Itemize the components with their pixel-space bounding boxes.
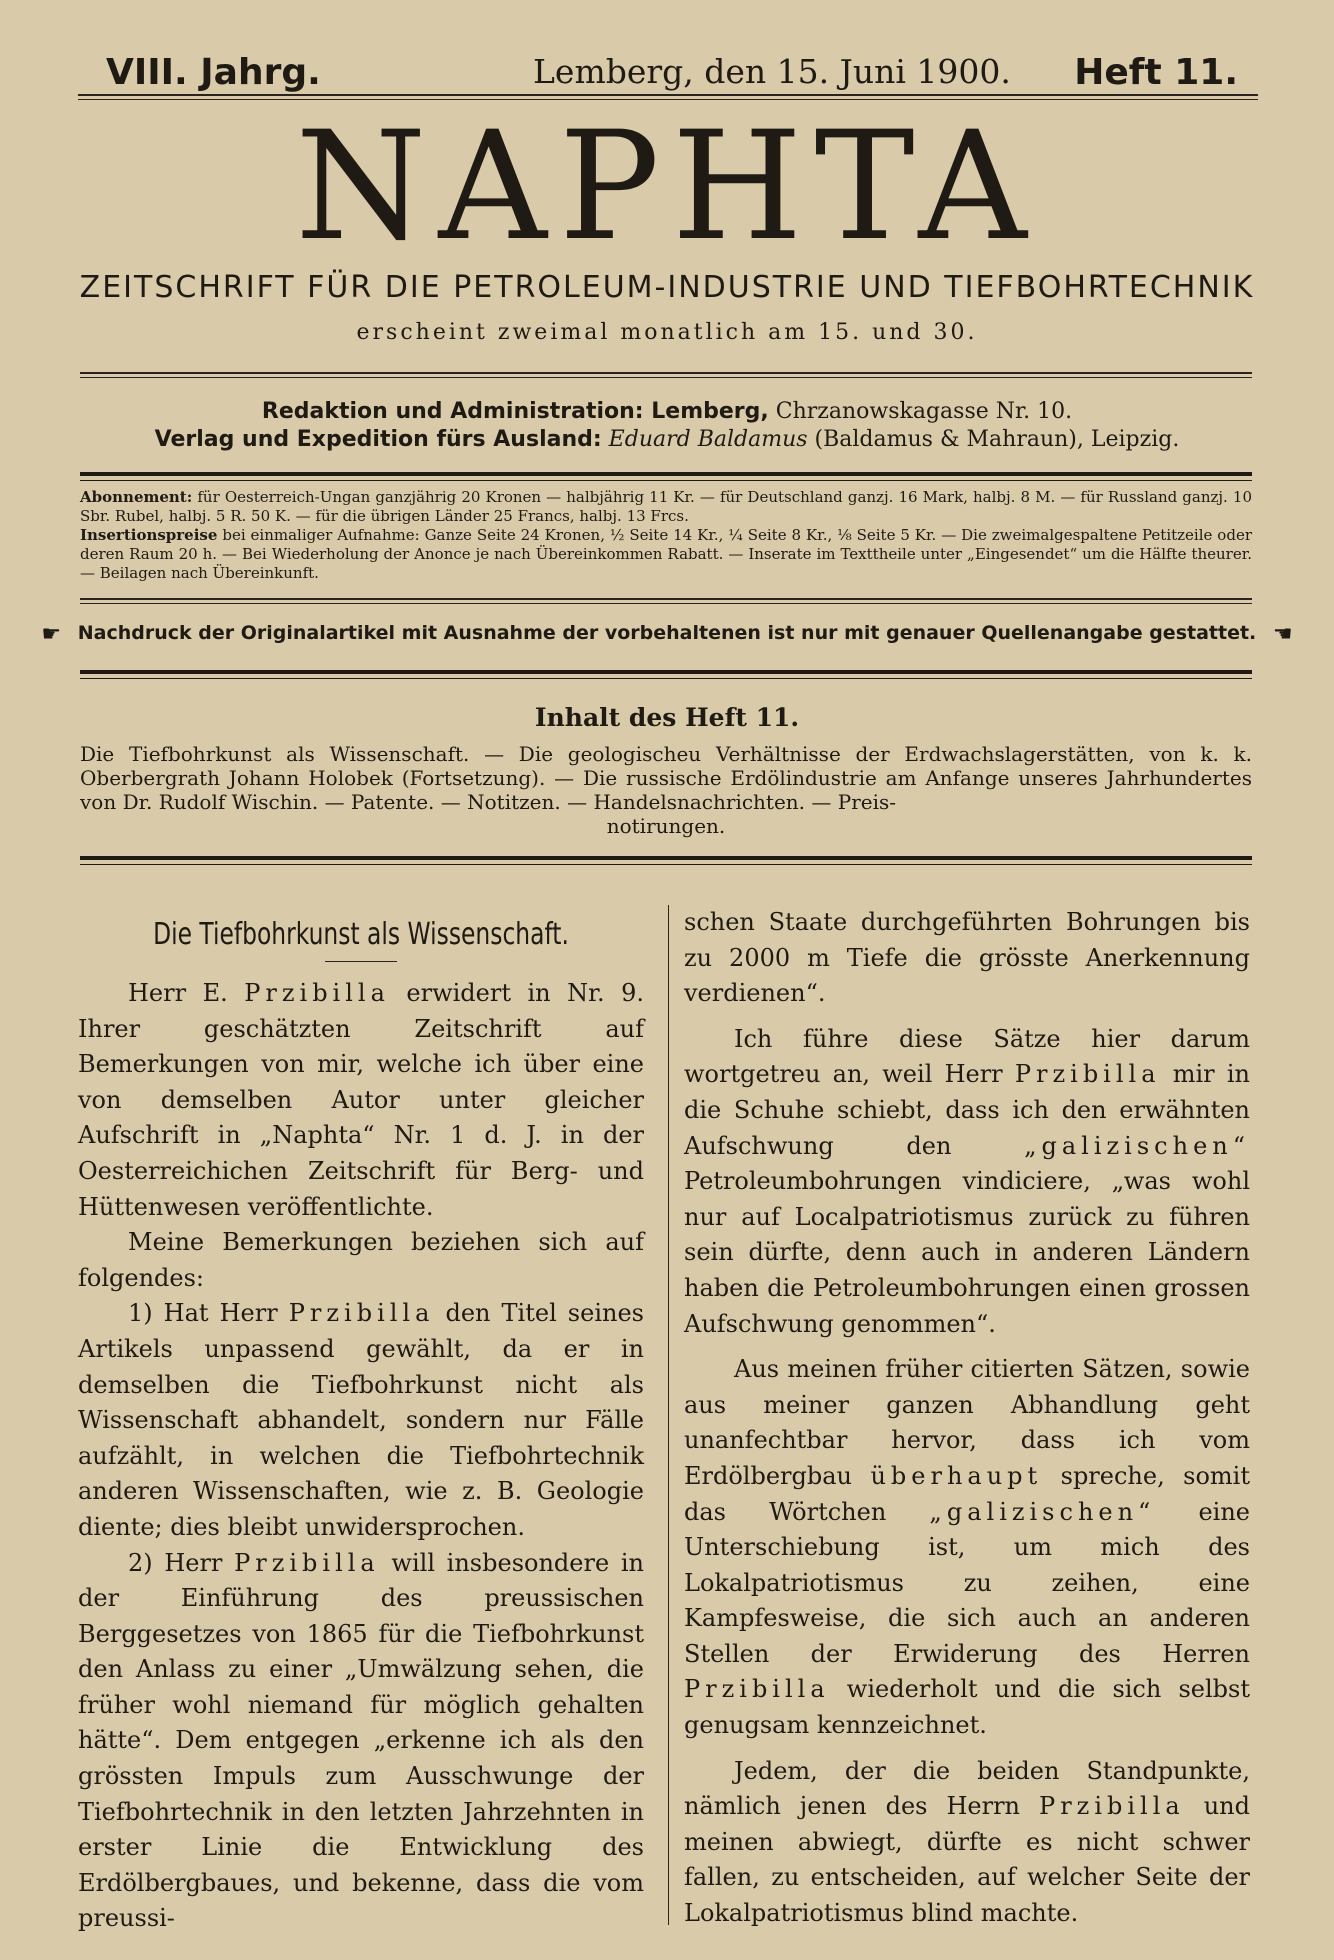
issue-number: VIII. Jahrg. [106,52,321,93]
abonnement-text: für Oesterreich-Ungan ganzjährig 20 Kronen — halbjährig 11 Kr. — für Deutschland ganzj. 16 Mark, halbj. 8 M. — für Russland ganzj. 10 Sbr. Rubel, halbj. 5 R. 50 K. — für die übrigen Länder 25 Francs, halbj. 13 Frcs. [80,488,1252,525]
abonnement-label: Abonnement: [80,488,193,506]
divider [80,372,1252,378]
text: Ich führe diese Sätze hier darum wortgetreu an, weil Herr [684,1024,1250,1089]
text: 2) Herr [128,1548,223,1577]
spaced-name: Przibilla [684,1675,830,1704]
spaced-word: „galizischen“ [1024,1131,1250,1160]
nachdruck-notice [0,622,1334,647]
spaced-name: Przibilla [1039,1792,1185,1821]
title-rule [325,961,397,962]
paragraph [78,976,644,1225]
spaced-word: „galizischen“ [929,1497,1156,1526]
redaktion-address: Chrzanowskagasse Nr. 10. [775,399,1073,424]
paragraph [684,1754,1250,1932]
insertion-text: bei einmaliger Aufnahme: Ganze Seite 24 Kronen, ½ Seite 14 Kr., ¼ Seite 8 Kr., ⅛ Seite 5 Kr. — Die zweimalgespaltene Petitzeile oder deren Raum 20 h. — Bei Wiederholung der Anonce je nach Übereinkommen Rabatt. — Inserate im Texttheile unter „Eingesendet“ um die Hälfte theurer. — Beilagen nach Übereinkunft. [80,526,1252,582]
toc-body: Die Tiefbohrkunst als Wissenschaft. — Die geologischeu Verhältnisse der Erdwachslagerstätten, von k. k. Oberbergrath Johann Holobek (Fortsetzung). — Die russische Erdölindustrie am Anfange unseres Jahrhundertes von Dr. Rudolf Wischin. — Patente. — Notitzen. — Handelsnachrichten. — Preis- [80,742,1252,814]
redaktion-block [0,398,1334,454]
masthead-subtitle: ZEITSCHRIFT FÜR DIE PETROLEUM-INDUSTRIE UND TIEFBOHRTECHNIK [79,270,1255,305]
paragraph [684,1022,1250,1342]
column-rule [668,905,669,1925]
toc-title: Inhalt des Heft 11. [534,703,800,732]
divider [80,598,1252,604]
text: Herr E. [128,979,228,1007]
divider [80,670,1252,679]
pointing-hand-right-icon: ☛ [41,622,62,647]
divider [80,856,1252,865]
redaktion-label: Redaktion und Administration: Lemberg, [261,399,769,424]
paragraph [684,1352,1250,1744]
insertion-label: Insertionspreise [80,526,218,544]
text: Aus meinen früher citierten Sätzen, sowie aus meiner ganzen Abhandlung geht unanfechtbar hervor, dass ich vom Erdölbergbau [684,1355,1250,1490]
paragraph [78,1296,644,1545]
verlag-name: Eduard Baldamus [608,427,808,452]
text: will insbesondere in der Einführung des preussischen Berggesetzes von 1865 für die Tiefbohrkunst den Anlass zu einer „Umwälzung sehen, die früher wohl niemand für möglich gehalten hätte“. Dem entgegen „erkenne ich als den grössten Impuls zum Ausschwunge der Tiefbohrtechnik in den letzten Jahrzehnten in erster Linie die Entwicklung des Erdölbergbaues, und bekenne, dass die vom preussi- [78,1548,644,1933]
text: 1) Hat Herr [128,1299,278,1328]
toc-last-line: notirungen. [606,814,726,838]
article-column-right [684,905,1250,1932]
header-line [78,52,1258,98]
text: erwidert in Nr. 9. Ihrer geschätzten Zeitschrift auf Bemerkungen von mir, welche ich über eine von demselben Autor unter gleicher Aufschrift in „Naphta“ Nr. 1 d. J. in der Oesterreichichen Zeitschrift für Berg- und Hüttenwesen veröffentlichte. [78,979,644,1221]
spaced-name: Przibilla [244,979,390,1007]
abonnement-block [80,488,1252,583]
divider [80,472,1252,481]
nachdruck-text: Nachdruck der Originalartikel mit Ausnahme der vorbehaltenen ist nur mit genauer Quellenangabe gestattet. [77,622,1257,644]
text: Jedem, der die beiden Standpunkte, nämlich jenen des Herrn [684,1756,1250,1821]
paragraph [78,1546,644,1938]
text: und meinen abwiegt, dürfte es nicht schwer fallen, zu entscheiden, auf welcher Seite der Lokalpatriotismus blind machte. [684,1792,1250,1928]
paragraph: Meine Bemerkungen beziehen sich auf folgendes: [78,1228,644,1292]
masthead-frequency: erscheint zweimal monatlich am 15. und 30. [356,320,978,345]
text: mir in die Schuhe schiebt, dass ich den erwähnten Aufschwung den [684,1060,1250,1160]
verlag-label: Verlag und Expedition fürs Ausland: [154,427,602,452]
text: eine Unterschiebung ist, um mich des Lokalpatriotismus zu zeihen, eine Kampfesweise, die sich auch an anderen Stellen der Erwiderung des Herren [684,1497,1250,1668]
text: spreche, somit das Wörtchen [684,1461,1250,1526]
article-column-left [78,905,644,1937]
verlag-address: (Baldamus & Mahraun), Leipzig. [814,427,1180,452]
text: wiederholt und die sich selbst genugsam kennzeichnet. [684,1675,1250,1740]
spaced-name: Przibilla [1014,1060,1161,1089]
paragraph: schen Staate durchgeführten Bohrungen bis zu 2000 m Tiefe die grösste Anerkennung verdienen“. [684,908,1250,1008]
heft-number: Heft 11. [1074,52,1238,93]
article-title: Die Tiefbohrkunst als Wissenschaft. [153,917,569,952]
spaced-word: überhaupt [870,1461,1043,1490]
toc-text [80,742,1252,838]
masthead-title: NAPHTA [295,100,1039,274]
spaced-name: Przibilla [234,1548,380,1577]
spaced-name: Przibilla [288,1299,435,1328]
text: den Titel seines Artikels unpassend gewählt, da er in demselben die Tiefbohrkunst nicht als Wissenschaft abhandelt, sondern nur Fälle aufzählt, in welchen die Tiefbohrtechnik anderen Wissenschaften, wie z. B. Geologie diente; dies bleibt unwidersprochen. [78,1299,644,1541]
pointing-hand-left-icon: ☚ [1272,622,1293,647]
text: Petroleumbohrungen vindiciere, „was wohl nur auf Localpatriotismus zurück zu führen sein dürfte, denn auch in anderen Ländern haben die Petroleumbohrungen einen grossen Aufschwung genommen“. [684,1167,1250,1338]
place-date: Lemberg, den 15. Juni 1900. [533,52,1011,91]
